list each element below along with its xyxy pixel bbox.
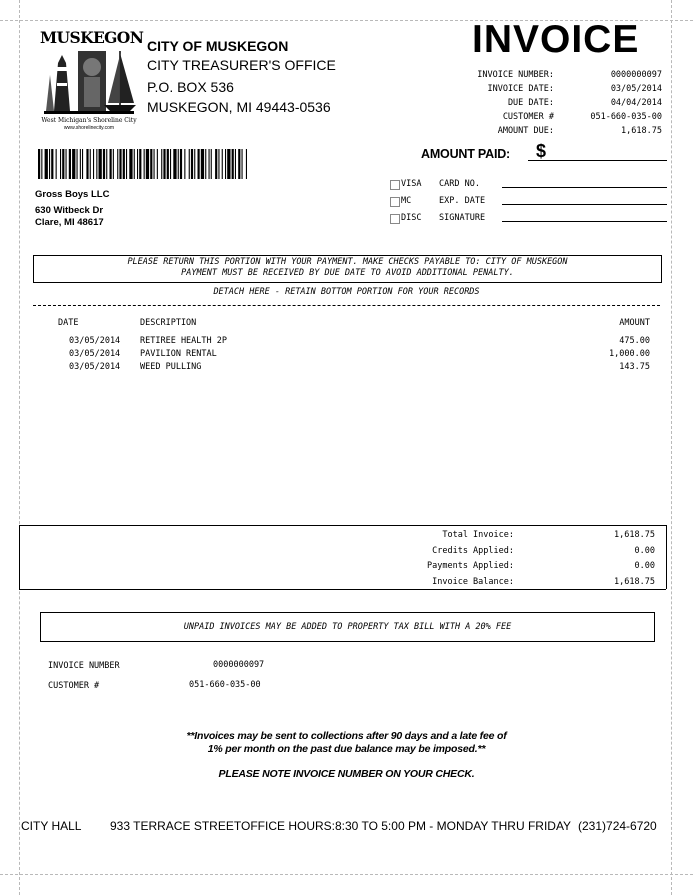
barcode-bar bbox=[242, 149, 243, 179]
row-amount: 475.00 bbox=[619, 336, 650, 346]
barcode-bar bbox=[227, 149, 230, 179]
barcode-bar bbox=[238, 149, 240, 179]
barcode-bar bbox=[96, 149, 97, 179]
city-logo bbox=[40, 28, 144, 134]
meta-value: 0000000097 bbox=[610, 70, 662, 80]
row-date: 03/05/2014 bbox=[69, 336, 121, 346]
row-amount: 1,000.00 bbox=[609, 349, 650, 359]
logo-title: MUSKEGON bbox=[40, 28, 144, 47]
customer-name: Gross Boys LLC bbox=[35, 189, 110, 200]
row-amount: 143.75 bbox=[619, 362, 650, 372]
logo-url: www.shorelinecity.com bbox=[63, 125, 115, 131]
barcode-bar bbox=[191, 149, 193, 179]
description-column-header: DESCRIPTION bbox=[140, 318, 197, 328]
invoice-title: INVOICE bbox=[472, 18, 640, 61]
row-description: WEED PULLING bbox=[140, 362, 202, 372]
payments-applied-label: Payments Applied: bbox=[427, 561, 514, 571]
logo-tagline: West Michigan's Shoreline City bbox=[41, 117, 137, 124]
barcode-bar bbox=[113, 149, 114, 179]
barcode-bar bbox=[170, 149, 171, 179]
page-margin-guide bbox=[19, 0, 20, 895]
signature-field[interactable] bbox=[502, 221, 667, 222]
row-description: PAVILION RENTAL bbox=[140, 349, 217, 359]
footer-office-hours: OFFICE HOURS:8:30 TO 5:00 PM - MONDAY THRU FRIDAY bbox=[241, 819, 572, 833]
barcode-bar bbox=[184, 149, 185, 179]
date-column-header: DATE bbox=[58, 318, 79, 328]
sender-po-box: P.O. BOX 536 bbox=[147, 79, 234, 95]
total-invoice-label: Total Invoice: bbox=[442, 530, 514, 540]
card-number-label: CARD NO. bbox=[439, 179, 480, 189]
barcode-bar bbox=[209, 149, 210, 179]
barcode-bar bbox=[246, 149, 247, 179]
barcode-bar bbox=[80, 149, 81, 179]
barcode-bar bbox=[123, 149, 125, 179]
barcode-bar bbox=[137, 149, 138, 179]
page-margin-guide bbox=[0, 874, 693, 875]
barcode-bar bbox=[86, 149, 88, 179]
barcode-bar bbox=[189, 149, 190, 179]
barcode-bar bbox=[194, 149, 195, 179]
stub-customer-label: CUSTOMER # bbox=[48, 681, 100, 691]
barcode-bar bbox=[62, 149, 64, 179]
barcode-bar bbox=[60, 149, 61, 179]
barcode-bar bbox=[173, 149, 176, 179]
barcode-bar bbox=[45, 149, 48, 179]
page-margin-guide bbox=[671, 0, 672, 895]
stub-invoice-number: 0000000097 bbox=[213, 660, 265, 670]
return-notice-box bbox=[33, 255, 662, 283]
visa-checkbox[interactable] bbox=[390, 180, 400, 190]
stub-invoice-number-label: INVOICE NUMBER bbox=[48, 661, 120, 671]
barcode-bar bbox=[110, 149, 112, 179]
detach-instruction: DETACH HERE - RETAIN BOTTOM PORTION FOR YOUR RECORDS bbox=[213, 287, 480, 297]
disc-label: DISC bbox=[401, 213, 422, 223]
barcode-bar bbox=[157, 149, 158, 179]
totals-border-left bbox=[19, 525, 20, 589]
barcode-bar bbox=[205, 149, 206, 179]
stub-customer-number: 051-660-035-00 bbox=[189, 680, 261, 690]
footer-city-hall: CITY HALL bbox=[21, 819, 82, 833]
meta-label: AMOUNT DUE: bbox=[497, 126, 554, 136]
collections-notice-line2: 1% per month on the past due balance may be imposed.** bbox=[207, 743, 486, 755]
footer-phone: (231)724-6720 bbox=[578, 819, 657, 833]
collections-notice-line1: **Invoices may be sent to collections after 90 days and a late fee of bbox=[186, 730, 507, 742]
detach-line bbox=[33, 305, 660, 306]
return-notice-line2: PAYMENT MUST BE RECEIVED BY DUE DATE TO AVOID ADDITIONAL PENALTY. bbox=[181, 268, 514, 278]
barcode-bar bbox=[119, 149, 121, 179]
barcode-bar bbox=[99, 149, 102, 179]
barcode-bar bbox=[161, 149, 162, 179]
barcode-bar bbox=[106, 149, 107, 179]
dollar-sign: $ bbox=[536, 141, 547, 161]
totals-border-right bbox=[666, 525, 667, 589]
meta-value: 04/04/2014 bbox=[610, 98, 662, 108]
sender-name: CITY OF MUSKEGON bbox=[147, 38, 289, 54]
barcode-bar bbox=[66, 149, 67, 179]
meta-value: 03/05/2014 bbox=[610, 84, 662, 94]
sender-city-state-zip: MUSKEGON, MI 49443-0536 bbox=[147, 99, 331, 115]
invoice-number-reminder: PLEASE NOTE INVOICE NUMBER ON YOUR CHECK. bbox=[218, 768, 475, 780]
mc-label: MC bbox=[401, 196, 412, 206]
barcode-bar bbox=[178, 149, 179, 179]
exp-date-field[interactable] bbox=[502, 204, 667, 205]
barcode-bar bbox=[146, 149, 149, 179]
lighthouse-sailboat-icon bbox=[40, 45, 138, 117]
mc-checkbox[interactable] bbox=[390, 197, 400, 207]
barcode bbox=[38, 149, 248, 179]
return-notice-line1: PLEASE RETURN THIS PORTION WITH YOUR PAYMENT. MAKE CHECKS PAYABLE TO: CITY OF MUSKEGON bbox=[127, 257, 568, 267]
signature-label: SIGNATURE bbox=[439, 213, 486, 223]
barcode-bar bbox=[215, 149, 217, 179]
barcode-bar bbox=[180, 149, 182, 179]
invoice-balance-value: 1,618.75 bbox=[614, 577, 655, 587]
barcode-bar bbox=[82, 149, 83, 179]
barcode-bar bbox=[56, 149, 57, 179]
barcode-bar bbox=[103, 149, 105, 179]
barcode-bar bbox=[41, 149, 42, 179]
barcode-bar bbox=[72, 149, 75, 179]
row-date: 03/05/2014 bbox=[69, 362, 121, 372]
barcode-bar bbox=[232, 149, 234, 179]
card-number-field[interactable] bbox=[502, 187, 667, 188]
payments-applied-value: 0.00 bbox=[634, 561, 655, 571]
barcode-bar bbox=[211, 149, 212, 179]
barcode-bar bbox=[144, 149, 145, 179]
barcode-bar bbox=[201, 149, 204, 179]
credits-applied-label: Credits Applied: bbox=[432, 546, 514, 556]
visa-label: VISA bbox=[401, 179, 422, 189]
sender-office: CITY TREASURER'S OFFICE bbox=[147, 57, 336, 73]
credits-applied-value: 0.00 bbox=[634, 546, 655, 556]
barcode-bar bbox=[90, 149, 91, 179]
barcode-bar bbox=[163, 149, 165, 179]
barcode-bar bbox=[218, 149, 219, 179]
total-invoice-value: 1,618.75 bbox=[614, 530, 655, 540]
exp-date-label: EXP. DATE bbox=[439, 196, 486, 206]
barcode-bar bbox=[129, 149, 132, 179]
totals-border-bottom bbox=[19, 589, 666, 590]
totals-border-top bbox=[19, 525, 666, 526]
barcode-bar bbox=[126, 149, 127, 179]
barcode-bar bbox=[93, 149, 94, 179]
invoice-balance-label: Invoice Balance: bbox=[432, 577, 514, 587]
meta-value: 051-660-035-00 bbox=[590, 112, 662, 122]
meta-label: DUE DATE: bbox=[507, 98, 554, 108]
barcode-bar bbox=[134, 149, 135, 179]
barcode-bar bbox=[51, 149, 53, 179]
row-date: 03/05/2014 bbox=[69, 349, 121, 359]
barcode-bar bbox=[49, 149, 50, 179]
amount-paid-field[interactable] bbox=[528, 160, 667, 161]
meta-value: 1,618.75 bbox=[621, 126, 662, 136]
barcode-bar bbox=[139, 149, 141, 179]
meta-label: INVOICE DATE: bbox=[487, 84, 554, 94]
barcode-bar bbox=[154, 149, 155, 179]
disc-checkbox[interactable] bbox=[390, 214, 400, 224]
customer-address-line1: 630 Witbeck Dr bbox=[35, 205, 104, 216]
footer-street: 933 TERRACE STREET bbox=[110, 819, 242, 833]
barcode-bar bbox=[150, 149, 152, 179]
barcode-bar bbox=[235, 149, 236, 179]
amount-paid-label: AMOUNT PAID: bbox=[421, 147, 511, 161]
amount-column-header: AMOUNT bbox=[619, 318, 650, 328]
meta-label: CUSTOMER # bbox=[502, 112, 554, 122]
row-description: RETIREE HEALTH 2P bbox=[140, 336, 227, 346]
barcode-bar bbox=[77, 149, 78, 179]
barcode-bar bbox=[222, 149, 223, 179]
barcode-bar bbox=[69, 149, 71, 179]
barcode-bar bbox=[167, 149, 169, 179]
customer-address-line2: Clare, MI 48617 bbox=[35, 217, 104, 228]
barcode-bar bbox=[198, 149, 200, 179]
barcode-bar bbox=[117, 149, 118, 179]
barcode-bar bbox=[38, 149, 40, 179]
fee-notice-box bbox=[40, 612, 655, 642]
barcode-bar bbox=[225, 149, 226, 179]
fee-notice-text: UNPAID INVOICES MAY BE ADDED TO PROPERTY TAX BILL WITH A 20% FEE bbox=[183, 622, 512, 632]
meta-label: INVOICE NUMBER: bbox=[477, 70, 554, 80]
